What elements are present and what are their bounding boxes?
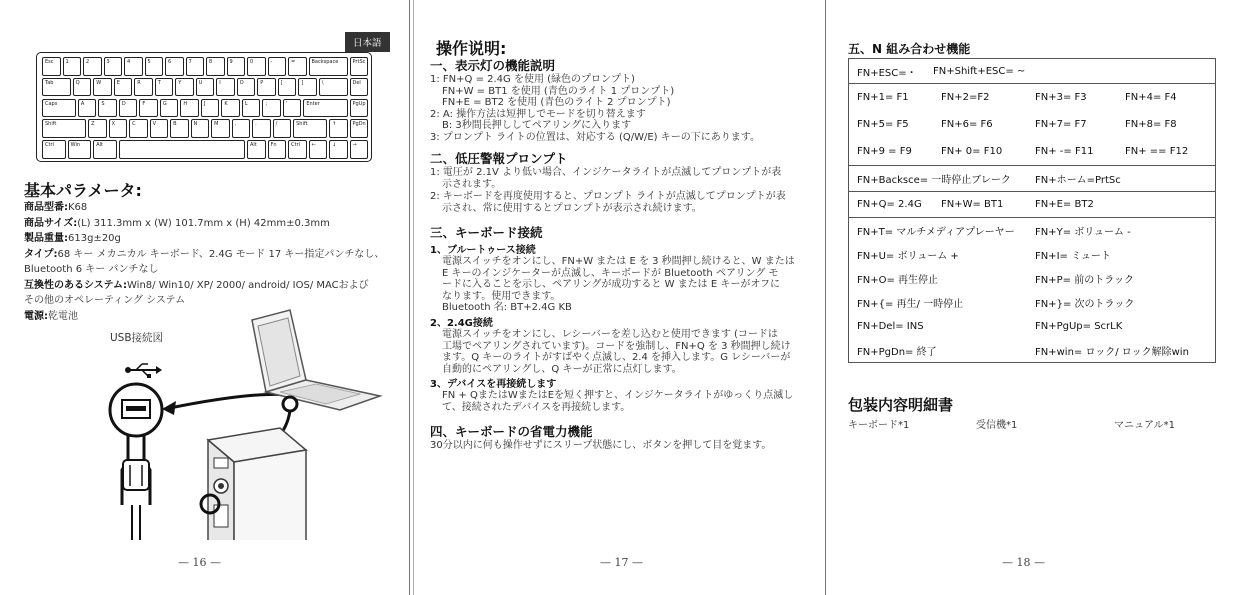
fn-table-cell: FN+ホーム=PrtSc [1035, 175, 1121, 186]
fn-table-cell: FN+E= BT2 [1035, 199, 1094, 210]
keyboard-key: ] [298, 78, 317, 97]
keyboard-key: 6 [165, 57, 184, 76]
keyboard-key: Shift [42, 119, 86, 138]
page-17 [414, 0, 825, 595]
param-value: Bluetooth 6 キー パンチなし [24, 264, 159, 275]
fn-table-row [849, 111, 1215, 138]
keyboard-key: R [134, 78, 153, 97]
fn-table-cell: FN+ == F12 [1125, 146, 1189, 157]
section-4-heading: 四、キーボードの省電力機能 [430, 423, 593, 439]
keyboard-key: 8 [206, 57, 225, 76]
param-value: Win8/ Win10/ XP/ 2000/ android/ IOS/ MACおよび [127, 279, 369, 291]
keyboard-key: U [196, 78, 215, 97]
usb-caption: USB接続図 [110, 332, 164, 344]
fn-table-cell: FN+P= 前のトラック [1035, 274, 1134, 286]
fn-table-cell: FN+6= F6 [941, 119, 993, 130]
s3-sub2-line: 電源スイッチをオンにし、レシーバーを差し込むと使用できます (コードは [442, 328, 778, 340]
keyboard-key: → [350, 140, 369, 159]
param-label: 製品重量: [24, 233, 68, 244]
param-value: 乾電池 [48, 310, 78, 322]
s3-sub2-text [430, 329, 820, 375]
fn-table-cell: FN+ -= F11 [1035, 146, 1094, 157]
page-18-title: 五、N 組み合わせ機能 [848, 42, 971, 56]
keyboard-key: . [252, 119, 271, 138]
page-17-body [430, 56, 820, 452]
s3-sub3-text [430, 390, 820, 413]
s3-sub2-line: 工場でペアリングされています)。コードを強制し、FN+Q を 3 秒間押し続け [442, 340, 791, 352]
package-item: キーボード*1 [848, 420, 910, 431]
fn-table-row [849, 84, 1215, 111]
param-label: 商品型番: [24, 202, 68, 213]
keyboard-key: [ [278, 78, 297, 97]
fn-table-cell: FN+9 = F9 [857, 146, 912, 157]
fn-table-cell: FN+1= F1 [857, 92, 909, 103]
fn-table-cell: FN+Q= 2.4G [857, 199, 922, 210]
s3-sub1-heading: 1、ブルートゥース接続 [430, 245, 536, 256]
s2-line: 示され、常に使用するとプロンプトが表示され続けます。 [442, 203, 702, 214]
s1-line: FN+E = BT2 を使用 (青色のライト 2 プロンプト) [442, 97, 671, 108]
s3-sub1-line: E キーのインジケーターが点滅し、キーボードが Bluetooth ペアリング モ [442, 267, 779, 279]
fn-table-row [849, 338, 1215, 362]
keyboard-key: = [288, 57, 307, 76]
fn-table-cell: FN+8= F8 [1125, 119, 1177, 130]
page-number-16: — 16 — [178, 556, 221, 569]
page-number-18: — 18 — [1002, 556, 1045, 569]
param-row [24, 262, 404, 278]
fn-table-cell: FN+2=F2 [941, 92, 990, 103]
fn-table-row [849, 59, 1215, 84]
param-label: 互換性のあるシステム: [24, 279, 127, 291]
package-item: マニュアル*1 [1114, 420, 1175, 431]
fn-table-cell: FN+W= BT1 [941, 199, 1004, 210]
fn-table-row [849, 166, 1215, 192]
keyboard-key: Backspace [309, 57, 348, 76]
keyboard-key: D [119, 99, 138, 118]
s4-line: 30分以内に何も操作せずにスリープ状態にし、ボタンを押して目を覚ます。 [430, 439, 772, 451]
section-2-heading: 二、低圧警報プロンプト [430, 151, 568, 166]
fn-table-row [849, 218, 1215, 242]
keyboard-key: Ctrl [288, 140, 307, 159]
keyboard-key: PgUp [350, 99, 369, 118]
param-row [24, 278, 404, 294]
param-row [24, 231, 404, 247]
keyboard-key: A [78, 99, 97, 118]
fn-table-cell: FN+ESC=・ [857, 67, 917, 79]
keyboard-key: Enter [303, 99, 347, 118]
keyboard-key: ← [309, 140, 328, 159]
param-value: 68 キー メカニカル キーボード、2.4G モード 17 キー指定パンチなし、 [57, 248, 385, 260]
keyboard-key: Q [73, 78, 92, 97]
fn-table-cell: FN+Y= ボリューム - [1035, 226, 1131, 238]
fn-table-cell: FN+PgUp= ScrLK [1035, 320, 1123, 332]
keyboard-key: F [139, 99, 158, 118]
keyboard-key: 5 [145, 57, 164, 76]
keyboard-key: 7 [186, 57, 205, 76]
section-1-heading: 一、表示灯の機能説明 [430, 58, 556, 73]
section-3-heading: 三、キーボード接続 [430, 225, 543, 240]
s3-sub2-line: 自動的にペアリングし、Q キーが正常に点灯します。 [442, 363, 682, 375]
s1-line: 3: プロンプト ライトの位置は、対応する (Q/W/E) キーの下にあります。 [430, 131, 760, 143]
keyboard-key: ↑ [329, 119, 348, 138]
param-value: その他のオペレーティング システム [24, 295, 186, 306]
keyboard-key: J [201, 99, 220, 118]
s2-line: 示されます。 [442, 179, 502, 190]
keyboard-key: L [242, 99, 261, 118]
page-number-17: — 17 — [600, 556, 643, 569]
s3-sub3-line: て、接続されたデバイスを再接続します。 [442, 401, 631, 413]
keyboard-key: Y [175, 78, 194, 97]
s1-line: FN+W = BT1 を使用 (青色のライト 1 プロンプト) [442, 85, 675, 97]
s3-sub1-line: 電源スイッチをオンにし、FN+W または E を 3 秒間押し続けると、W または [442, 256, 795, 267]
keyboard-key: M [211, 119, 230, 138]
param-value: K68 [68, 202, 88, 213]
keyboard-key: \ [319, 78, 348, 97]
package-item: 受信機*1 [976, 420, 1018, 431]
param-label: 商品サイズ: [24, 217, 78, 229]
keyboard-key: Del [350, 78, 369, 97]
keyboard-key: Caps [42, 99, 76, 118]
s1-line: 2: A: 操作方法は短押しでモードを切り替えます [430, 108, 646, 120]
keyboard-key: Esc [42, 57, 61, 76]
fn-table-row [849, 290, 1215, 314]
s3-sub3-line: FN + QまたはWまたはEを短く押すと、インジケータライトがゆっくり点滅し [442, 390, 794, 402]
keyboard-key: 0 [247, 57, 266, 76]
page-16 [0, 0, 409, 595]
s3-sub2-heading: 2、2.4G接続 [430, 317, 493, 329]
fn-table-row [849, 138, 1215, 166]
keyboard-key: PgDn [350, 119, 369, 138]
fn-table-row [849, 242, 1215, 266]
keyboard-key: Alt [93, 140, 117, 159]
keyboard-key: W [93, 78, 112, 97]
keyboard-key: Alt [247, 140, 266, 159]
param-row [24, 216, 404, 232]
param-row [24, 200, 404, 216]
fn-table-row [849, 266, 1215, 290]
usb-symbol-icon [125, 364, 162, 378]
keyboard-key: S [98, 99, 117, 118]
package-title: 包装内容明細書 [848, 396, 954, 414]
page-17-title: 操作说明: [436, 39, 507, 58]
section-2-list [430, 167, 820, 215]
fn-table-cell: FN+3= F3 [1035, 92, 1087, 103]
keyboard-key: Fn [268, 140, 287, 159]
fn-table-row [849, 314, 1215, 338]
keyboard-key: Ctrl [42, 140, 66, 159]
s3-sub3-heading: 3、デバイスを再接続します [430, 379, 557, 391]
s3-sub1-line: なります。使用できます。 [442, 290, 561, 302]
fn-combo-table [848, 58, 1216, 363]
keyboard-key: / [273, 119, 292, 138]
keyboard-key: ↓ [329, 140, 348, 159]
fn-table-cell: FN+I= ミュート [1035, 250, 1111, 262]
s3-sub1-line: Bluetooth 名: BT+2.4G KB [442, 302, 572, 314]
fn-table-cell: FN+U= ボリューム + [857, 250, 959, 262]
section-1-list [430, 74, 820, 143]
s2-line: 2: キーボードを再度使用すると、プロンプト ライトが点滅してプロンプトが表 [430, 191, 786, 202]
keyboard-key: 1 [63, 57, 82, 76]
fn-table-cell: FN+7= F7 [1035, 119, 1087, 130]
fn-table-cell: FN+T= マルチメディアプレーヤー [857, 226, 1015, 238]
keyboard-key: 9 [227, 57, 246, 76]
fn-table-cell: FN+win= ロック/ ロック解除win [1035, 346, 1189, 358]
language-badge: 日本語 [345, 32, 390, 52]
keyboard-key: O [237, 78, 256, 97]
fn-table-cell: FN+Backsce= 一時停止ブレーク [857, 175, 1011, 186]
pc-tower-icon [208, 428, 306, 540]
param-row [24, 247, 404, 263]
fn-table-cell: FN+Del= INS [857, 320, 924, 332]
keyboard-key: - [268, 57, 287, 76]
keyboard-key: PrtSc [350, 57, 369, 76]
keyboard-key: E [114, 78, 133, 97]
keyboard-key: N [191, 119, 210, 138]
keyboard-key: ' [283, 99, 302, 118]
s3-sub1-line: ードに入ることを示し、ペアリングが成功すると W または E キーがオフに [442, 279, 781, 291]
keyboard-key: I [216, 78, 235, 97]
s3-sub1-text [430, 256, 820, 314]
fn-table-cell: FN+O= 再生停止 [857, 274, 939, 286]
keyboard-key: C [129, 119, 148, 138]
keyboard-key: , [232, 119, 251, 138]
keyboard-key: ; [262, 99, 281, 118]
keyboard-key: K [221, 99, 240, 118]
keyboard-key: 2 [83, 57, 102, 76]
keyboard-key: 3 [104, 57, 123, 76]
page-18 [826, 0, 1236, 595]
keyboard-key: G [160, 99, 179, 118]
fn-table-cell: FN+Shift+ESC= ~ [933, 65, 1026, 77]
keyboard-key: P [257, 78, 276, 97]
s2-line: 1: 電圧が 2.1V より低い場合、インジケータライトが点滅してプロンプトが表 [430, 167, 782, 178]
keyboard-key: Tab [42, 78, 71, 97]
keyboard-key [119, 140, 245, 159]
s1-line: 1: FN+Q = 2.4G を使用 (緑色のプロンプト) [430, 74, 635, 85]
param-value: 613g±20g [68, 233, 121, 244]
param-label: タイプ: [24, 248, 58, 260]
fn-table-cell: FN+5= F5 [857, 119, 909, 130]
s3-sub2-line: ます。Q キーのライトがすばやく点滅し、2.4 を挿入します。G レシーバーが [442, 352, 791, 364]
section-title-basic-params: 基本パラメータ: [24, 181, 142, 200]
fn-table-cell: FN+{= 再生/ 一時停止 [857, 298, 964, 310]
usb-connection-diagram [90, 300, 410, 540]
fn-table-cell: FN+4= F4 [1125, 92, 1177, 103]
keyboard-key: Shift [293, 119, 327, 138]
keyboard-key: Z [88, 119, 107, 138]
fn-table-cell: FN+PgDn= 終了 [857, 346, 937, 358]
keyboard-key: H [180, 99, 199, 118]
keyboard-key: V [150, 119, 169, 138]
fn-table-cell: FN+}= 次のトラック [1035, 298, 1135, 310]
fn-table-cell: FN+ 0= F10 [941, 146, 1003, 157]
param-label: 電源: [24, 310, 48, 322]
keyboard-key: X [109, 119, 128, 138]
param-value: (L) 311.3mm x (W) 101.7mm x (H) 42mm±0.3mm [77, 217, 330, 229]
keyboard-key: B [170, 119, 189, 138]
keyboard-key: 4 [124, 57, 143, 76]
keyboard-key: T [155, 78, 174, 97]
keyboard-illustration [36, 52, 372, 162]
s1-line: B: 3秒間長押ししてペアリングに入ります [442, 120, 632, 131]
fn-table-row [849, 192, 1215, 218]
keyboard-key: Win [68, 140, 92, 159]
